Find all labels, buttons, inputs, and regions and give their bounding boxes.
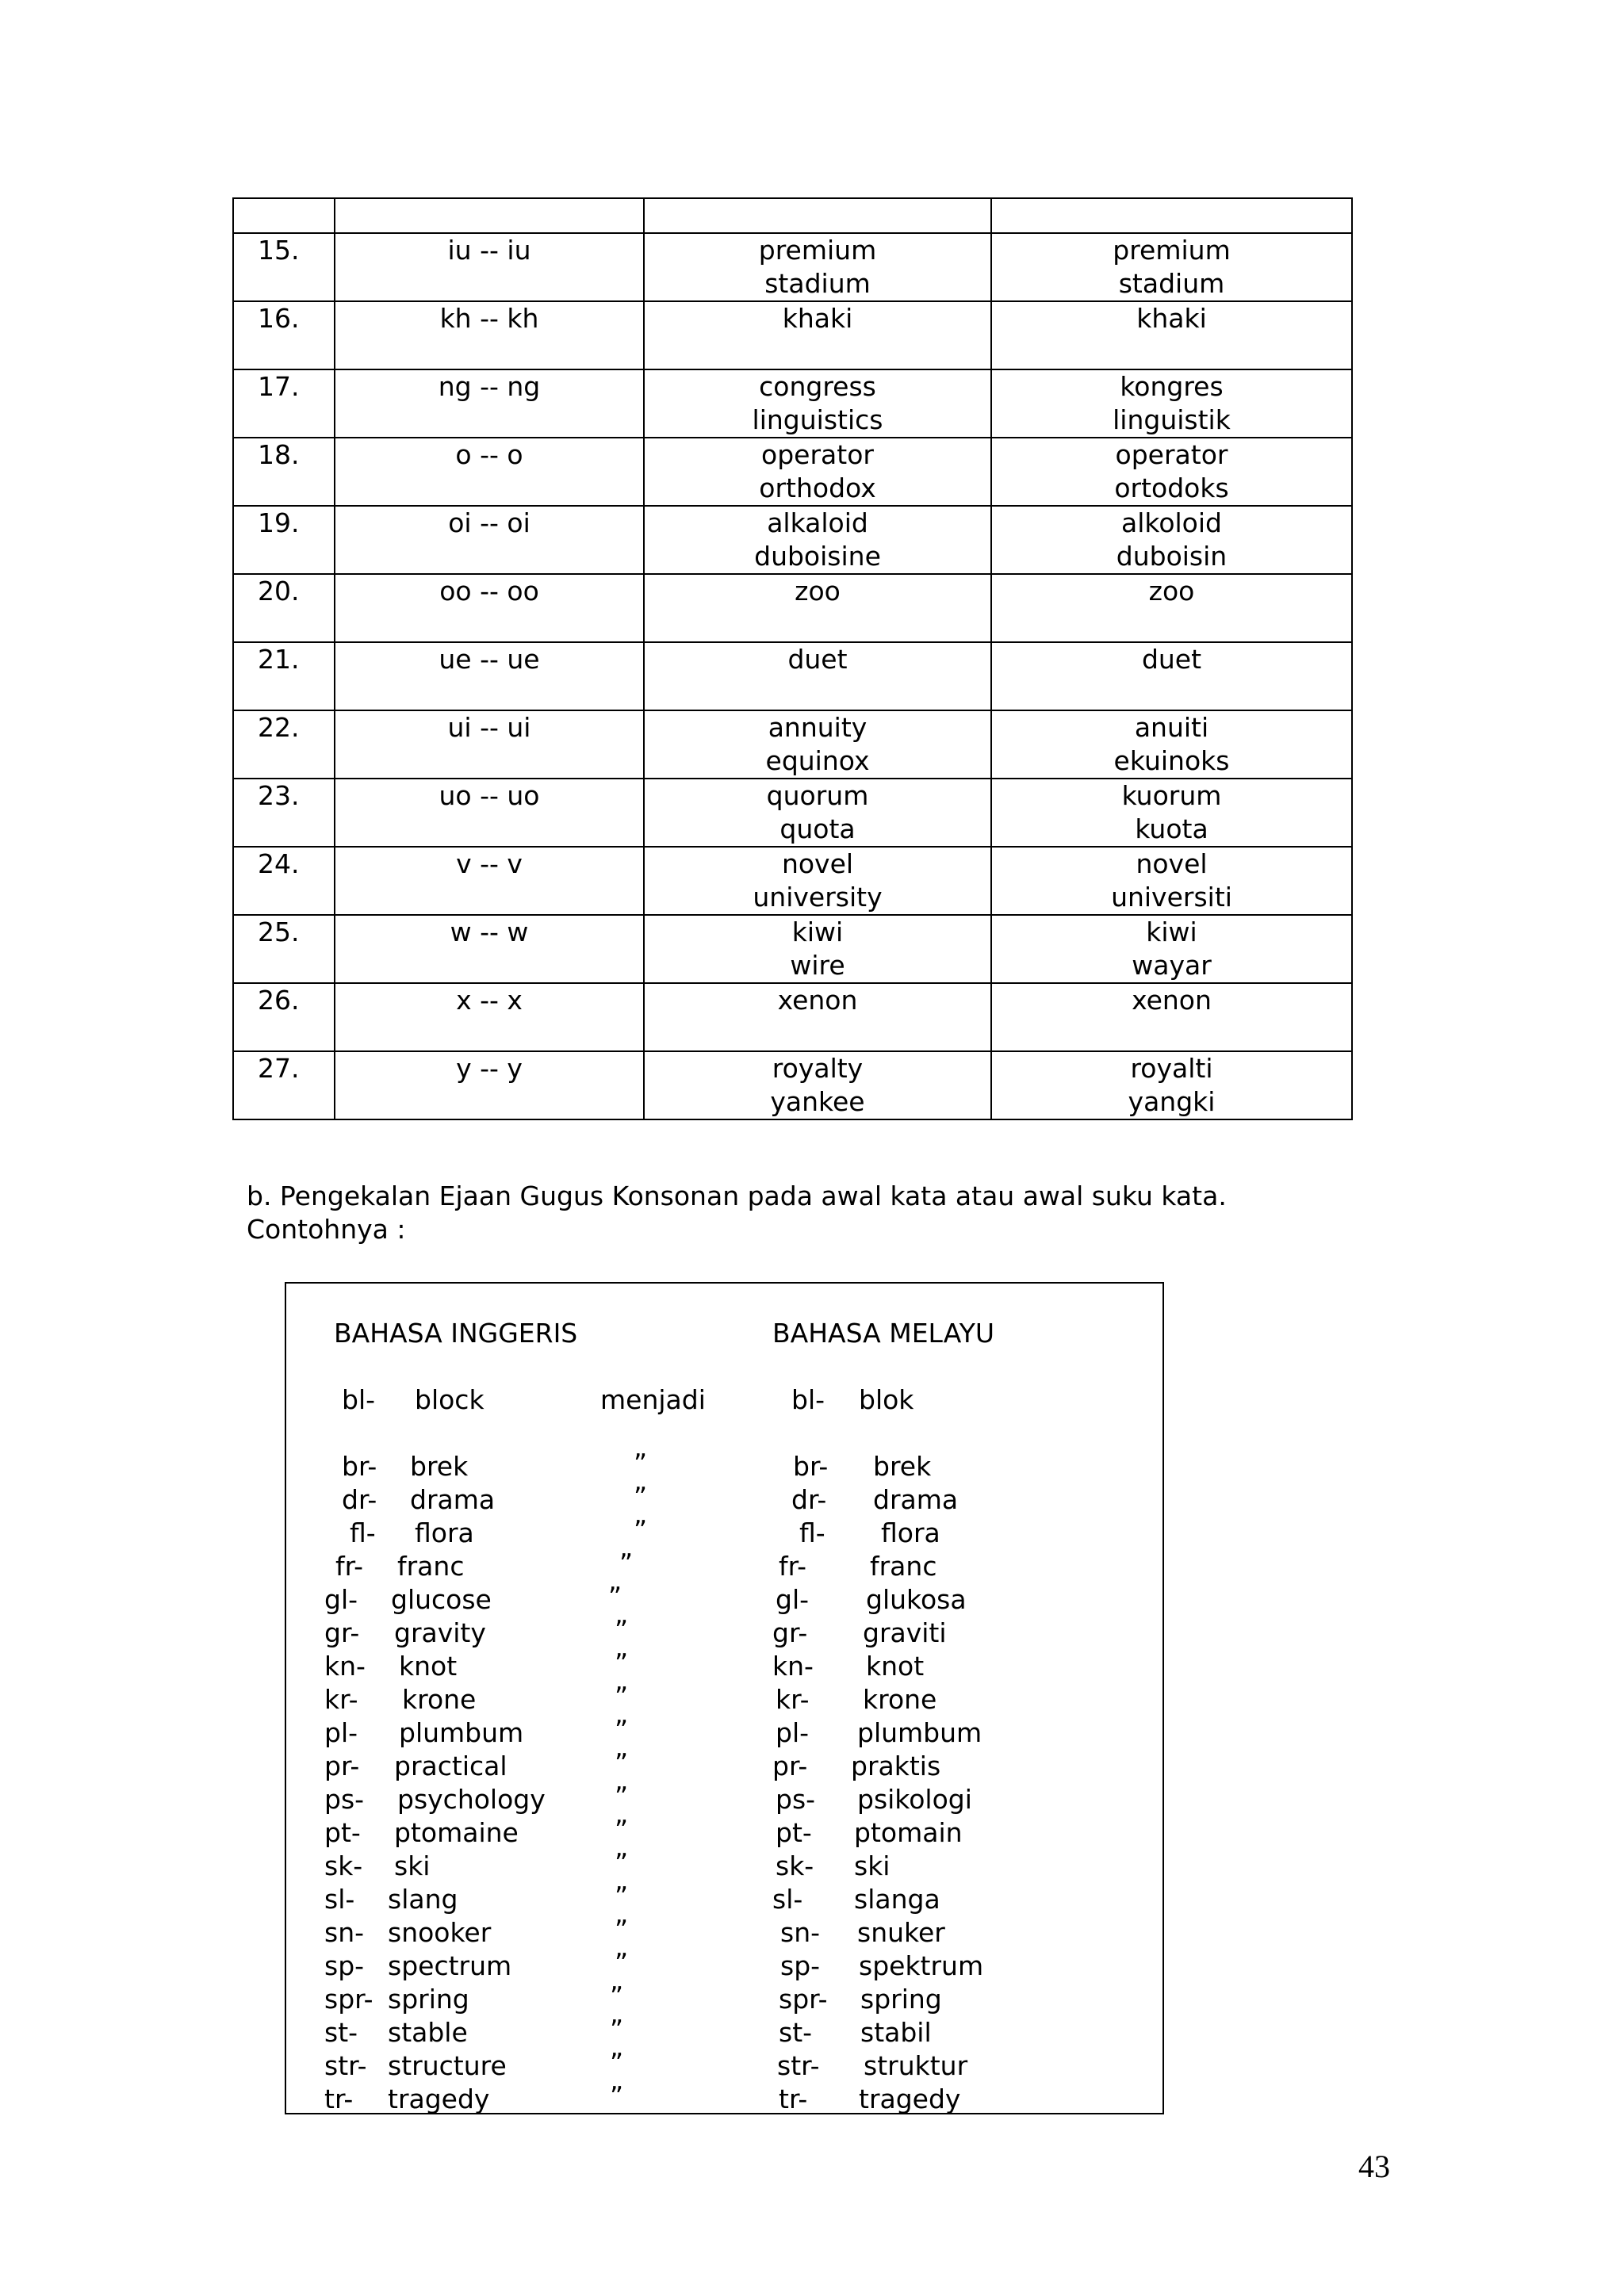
malay-word: zoo — [1148, 576, 1195, 607]
english-example: spring — [388, 1984, 469, 2015]
english-example: psychology — [397, 1784, 546, 1815]
malay-example: psikologi — [857, 1784, 972, 1815]
english-word: premium — [758, 235, 877, 266]
ditto-mark: ” — [615, 1781, 629, 1812]
letter-pair-text: o -- o — [455, 439, 523, 470]
letter-pair-text: y -- y — [456, 1053, 523, 1084]
letter-pair-text: oo -- oo — [439, 576, 539, 607]
malay-word: universiti — [1111, 882, 1232, 913]
malay-cluster: sn- — [780, 1917, 821, 1948]
english-cluster: pt- — [324, 1817, 361, 1848]
english-word: quorum — [766, 780, 869, 811]
malay-cluster: gl- — [776, 1584, 810, 1615]
english-word: yankee — [770, 1086, 865, 1117]
table-row — [233, 1051, 1352, 1119]
english-example: plumbum — [399, 1717, 524, 1748]
malay-example: plumbum — [857, 1717, 982, 1748]
malay-words — [991, 915, 1352, 983]
ditto-mark: ” — [610, 2047, 624, 2078]
english-cluster: sn- — [324, 1917, 365, 1948]
english-words — [644, 574, 991, 642]
malay-cluster: fr- — [779, 1551, 806, 1582]
malay-word: khaki — [1136, 303, 1207, 334]
malay-cluster: ps- — [776, 1784, 816, 1815]
table-row — [233, 438, 1352, 506]
malay-example: stabil — [860, 2017, 932, 2048]
english-example: drama — [410, 1484, 496, 1515]
english-cluster: spr- — [324, 1984, 373, 2015]
letter-pair-text: uo -- uo — [439, 780, 540, 811]
english-word: royalty — [772, 1053, 864, 1084]
row-number — [233, 369, 335, 438]
malay-words — [991, 1051, 1352, 1119]
malay-words — [991, 642, 1352, 710]
malay-example: ptomain — [854, 1817, 963, 1848]
english-words — [644, 710, 991, 779]
letter-pair — [335, 642, 644, 710]
malay-word: operator — [1115, 439, 1228, 470]
row-number-text: 16. — [258, 303, 300, 334]
malay-words — [991, 233, 1352, 301]
english-word: equinox — [765, 745, 870, 776]
vowel-consonant-table — [232, 197, 1353, 1120]
row-number — [233, 642, 335, 710]
english-word: alkaloid — [767, 507, 868, 538]
table-row — [233, 915, 1352, 983]
malay-example: blok — [859, 1384, 914, 1415]
table-row — [233, 506, 1352, 574]
letter-pair — [335, 983, 644, 1051]
row-number — [233, 1051, 335, 1119]
ditto-mark: ” — [615, 1614, 629, 1645]
malay-example: spring — [860, 1984, 942, 2015]
english-words — [644, 847, 991, 915]
english-word: kiwi — [791, 916, 844, 947]
ditto-mark: ” — [634, 1481, 648, 1512]
english-word: stadium — [764, 268, 871, 299]
malay-cluster: tr- — [779, 2084, 808, 2114]
row-number — [233, 301, 335, 369]
row-number-text: 25. — [258, 916, 300, 947]
english-cluster: gl- — [324, 1584, 358, 1615]
ditto-mark: ” — [615, 1847, 629, 1878]
english-example: krone — [402, 1684, 477, 1715]
row-number-text: 15. — [258, 235, 300, 266]
english-words — [644, 915, 991, 983]
english-word: khaki — [782, 303, 853, 334]
malay-cluster: bl- — [791, 1384, 825, 1415]
english-word: quota — [779, 813, 856, 844]
letter-pair — [335, 301, 644, 369]
english-words — [644, 438, 991, 506]
row-number — [233, 438, 335, 506]
malay-cluster: str- — [777, 2050, 820, 2081]
english-cluster: str- — [324, 2050, 367, 2081]
malay-cluster: st- — [779, 2017, 813, 2048]
english-cluster: br- — [342, 1451, 377, 1482]
english-cluster: sl- — [324, 1884, 355, 1915]
malay-cluster: pt- — [776, 1817, 812, 1848]
english-cluster: dr- — [342, 1484, 377, 1515]
row-number — [233, 710, 335, 779]
header-malay: BAHASA MELAYU — [772, 1318, 995, 1349]
malay-word: alkoloid — [1121, 507, 1222, 538]
malay-word: wayar — [1132, 950, 1212, 981]
malay-example: franc — [870, 1551, 937, 1582]
english-words — [644, 1051, 991, 1119]
malay-word: royalti — [1130, 1053, 1213, 1084]
page-number: 43 — [1358, 2149, 1390, 2184]
ditto-mark: ” — [615, 1814, 629, 1845]
ditto-mark: ” — [615, 1914, 629, 1945]
row-number-text: 20. — [258, 576, 300, 607]
ditto-mark: ” — [615, 1747, 629, 1778]
english-words — [644, 642, 991, 710]
english-example: gravity — [394, 1617, 486, 1648]
ditto-mark: ” — [608, 1581, 622, 1612]
malay-word: novel — [1136, 848, 1208, 879]
malay-word: kongres — [1120, 371, 1224, 402]
english-words — [644, 779, 991, 847]
english-example: tragedy — [388, 2084, 490, 2114]
malay-word: duboisin — [1116, 541, 1228, 572]
malay-example: snuker — [857, 1917, 945, 1948]
ditto-mark: ” — [634, 1514, 648, 1545]
malay-word: stadium — [1118, 268, 1225, 299]
row-number — [233, 779, 335, 847]
letter-pair-text: ng -- ng — [438, 371, 541, 402]
table-row — [233, 369, 1352, 438]
malay-words — [991, 301, 1352, 369]
header-english: BAHASA INGGERIS — [334, 1318, 578, 1349]
english-word: xenon — [777, 985, 858, 1016]
malay-word: ekuinoks — [1113, 745, 1230, 776]
letter-pair — [335, 506, 644, 574]
english-word: duet — [787, 644, 848, 675]
malay-example: graviti — [863, 1617, 947, 1648]
row-number-text: 19. — [258, 507, 300, 538]
letter-pair-text: w -- w — [450, 916, 529, 947]
consonant-cluster-box — [285, 1282, 1164, 2114]
letter-pair — [335, 438, 644, 506]
malay-words — [991, 847, 1352, 915]
ditto-mark: ” — [615, 1647, 629, 1678]
english-word: duboisine — [754, 541, 881, 572]
malay-word: kiwi — [1146, 916, 1197, 947]
malay-word: yangki — [1128, 1086, 1216, 1117]
ditto-mark: ” — [634, 1448, 648, 1479]
malay-words — [991, 710, 1352, 779]
row-number — [233, 983, 335, 1051]
english-word: wire — [790, 950, 845, 981]
english-word: novel — [781, 848, 854, 879]
letter-pair — [335, 915, 644, 983]
row-number-text: 17. — [258, 371, 300, 402]
letter-pair — [335, 1051, 644, 1119]
english-cluster: sk- — [324, 1850, 363, 1881]
ditto-mark: ” — [619, 1548, 634, 1578]
malay-cluster: br- — [793, 1451, 829, 1482]
english-example: spectrum — [388, 1950, 512, 1981]
section-b-heading: b. Pengekalan Ejaan Gugus Konsonan pada awal kata atau awal suku kata. — [247, 1181, 1227, 1211]
malay-word: kuota — [1135, 813, 1208, 844]
row-number — [233, 915, 335, 983]
malay-example: flora — [881, 1517, 940, 1548]
malay-example: krone — [863, 1684, 937, 1715]
malay-cluster: gr- — [772, 1617, 808, 1648]
malay-cluster: pl- — [776, 1717, 810, 1748]
english-word: zoo — [795, 576, 841, 607]
malay-example: struktur — [864, 2050, 968, 2081]
ditto-mark: ” — [610, 2080, 624, 2111]
row-number-text: 18. — [258, 439, 300, 470]
english-word: university — [753, 882, 883, 913]
malay-word: xenon — [1132, 985, 1212, 1016]
english-example: flora — [415, 1517, 474, 1548]
row-number — [233, 506, 335, 574]
table-row — [233, 574, 1352, 642]
malay-example: brek — [873, 1451, 932, 1482]
malay-words — [991, 506, 1352, 574]
row-number-text: 21. — [258, 644, 300, 675]
english-words — [644, 369, 991, 438]
letter-pair-text: v -- v — [456, 848, 523, 879]
malay-example: ski — [854, 1850, 891, 1881]
row-number-text: 22. — [258, 712, 300, 743]
english-example: brek — [410, 1451, 469, 1482]
english-cluster: gr- — [324, 1617, 360, 1648]
row-number — [233, 574, 335, 642]
letter-pair-text: kh -- kh — [439, 303, 539, 334]
english-cluster: fl- — [350, 1517, 376, 1548]
english-word: congress — [759, 371, 876, 402]
english-cluster: tr- — [324, 2084, 354, 2114]
ditto-mark: ” — [615, 1947, 629, 1978]
malay-cluster: sk- — [776, 1850, 814, 1881]
section-b-example-label: Contohnya : — [247, 1214, 406, 1245]
ditto-mark: ” — [610, 2014, 624, 2045]
malay-example: glukosa — [866, 1584, 967, 1615]
ditto-mark: ” — [610, 1980, 624, 2011]
malay-cluster: kn- — [772, 1651, 814, 1682]
english-cluster: kn- — [324, 1651, 366, 1682]
english-word: operator — [761, 439, 874, 470]
malay-words — [991, 779, 1352, 847]
letter-pair-text: ue -- ue — [439, 644, 540, 675]
english-words — [644, 983, 991, 1051]
english-cluster: st- — [324, 2017, 358, 2048]
malay-example: knot — [866, 1651, 925, 1682]
english-cluster: ps- — [324, 1784, 365, 1815]
english-example: structure — [388, 2050, 507, 2081]
table-row — [233, 983, 1352, 1051]
malay-cluster: kr- — [776, 1684, 810, 1715]
malay-words — [991, 574, 1352, 642]
english-words — [644, 506, 991, 574]
row-number-text: 27. — [258, 1053, 300, 1084]
malay-cluster: sp- — [780, 1950, 821, 1981]
table-row — [233, 301, 1352, 369]
letter-pair-text: oi -- oi — [448, 507, 530, 538]
table-row — [233, 779, 1352, 847]
table-row — [233, 710, 1352, 779]
table-row — [233, 847, 1352, 915]
english-example: slang — [388, 1884, 458, 1915]
english-cluster: kr- — [324, 1684, 358, 1715]
letter-pair — [335, 233, 644, 301]
malay-cluster: pr- — [772, 1751, 808, 1781]
malay-example: tragedy — [859, 2084, 961, 2114]
table-row — [233, 642, 1352, 710]
malay-cluster: dr- — [791, 1484, 827, 1515]
malay-example: spektrum — [859, 1950, 984, 1981]
english-example: practical — [394, 1751, 508, 1781]
english-example: stable — [388, 2017, 468, 2048]
table-row — [233, 233, 1352, 301]
malay-word: duet — [1141, 644, 1202, 675]
letter-pair — [335, 779, 644, 847]
table-header-row — [233, 198, 1352, 233]
english-words — [644, 301, 991, 369]
letter-pair — [335, 369, 644, 438]
malay-example: slanga — [854, 1884, 940, 1915]
english-example: franc — [397, 1551, 465, 1582]
letter-pair — [335, 847, 644, 915]
english-example: block — [415, 1384, 485, 1415]
row-number-text: 24. — [258, 848, 300, 879]
ditto-mark: ” — [615, 1681, 629, 1712]
english-example: ski — [394, 1850, 431, 1881]
malay-word: premium — [1113, 235, 1231, 266]
malay-example: praktis — [851, 1751, 941, 1781]
english-cluster: sp- — [324, 1950, 365, 1981]
row-number-text: 26. — [258, 985, 300, 1016]
letter-pair-text: ui -- ui — [447, 712, 531, 743]
english-example: snooker — [388, 1917, 492, 1948]
row-number-text: 23. — [258, 780, 300, 811]
malay-word: anuiti — [1134, 712, 1209, 743]
letter-pair-text: x -- x — [456, 985, 523, 1016]
malay-words — [991, 438, 1352, 506]
malay-cluster: spr- — [779, 1984, 828, 2015]
section-b-intro — [247, 1180, 1227, 1246]
letter-pair — [335, 574, 644, 642]
malay-example: drama — [873, 1484, 959, 1515]
english-cluster: pl- — [324, 1717, 358, 1748]
malay-word: kuorum — [1121, 780, 1222, 811]
ditto-mark: ” — [615, 1714, 629, 1745]
malay-cluster: sl- — [772, 1884, 803, 1915]
malay-cluster: fl- — [799, 1517, 825, 1548]
ditto-mark: ” — [615, 1881, 629, 1911]
english-example: knot — [399, 1651, 458, 1682]
row-number — [233, 233, 335, 301]
row-number — [233, 847, 335, 915]
english-word: annuity — [768, 712, 868, 743]
english-word: linguistics — [752, 404, 883, 435]
malay-words — [991, 983, 1352, 1051]
english-cluster: bl- — [342, 1384, 376, 1415]
english-example: ptomaine — [394, 1817, 519, 1848]
becomes-label: menjadi — [600, 1384, 706, 1415]
english-cluster: pr- — [324, 1751, 360, 1781]
malay-word: ortodoks — [1114, 473, 1229, 503]
english-word: orthodox — [759, 473, 876, 503]
letter-pair — [335, 710, 644, 779]
english-example: glucose — [391, 1584, 492, 1615]
malay-word: linguistik — [1113, 404, 1231, 435]
english-cluster: fr- — [335, 1551, 363, 1582]
english-words — [644, 233, 991, 301]
malay-words — [991, 369, 1352, 438]
letter-pair-text: iu -- iu — [447, 235, 531, 266]
